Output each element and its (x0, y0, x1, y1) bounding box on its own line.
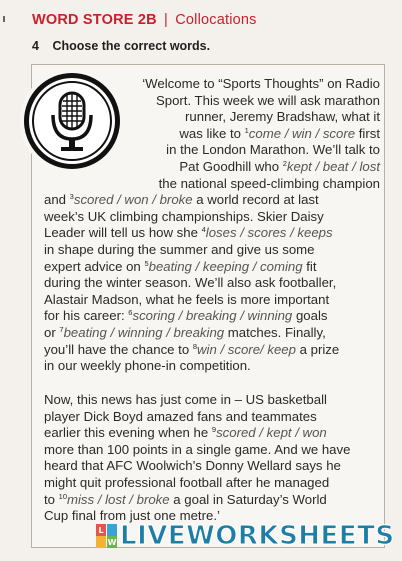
answer-choice-9[interactable]: scored / kept / won (216, 425, 327, 441)
text-line: for his career: $^6$scoring / breaking / winning goals (44, 308, 328, 324)
text-line: in the London Marathon. We’ll talk to (166, 142, 380, 158)
text-line: more than 100 points in a single game. And we have (44, 441, 351, 457)
text-line: to $^{10}$miss / lost / broke a goal in Saturday’s World (44, 491, 327, 507)
question-number: 7 (59, 324, 64, 334)
question-number: 9 (211, 425, 217, 435)
exercise-heading (32, 39, 210, 53)
text-line: and $^3$scored / won / broke a world record at last (44, 192, 319, 208)
text-line: in shape during the summer and give us some (44, 241, 315, 257)
answer-choice-3[interactable]: scored / won / broke (73, 192, 193, 208)
text-line: player Dick Boyd amazed fans and teammates (44, 408, 317, 424)
answer-choice-1[interactable]: come / win / score (248, 125, 356, 141)
liveworksheets-logo-icon: L W (96, 523, 118, 549)
text-line: week’s UK climbing championships. Skier Daisy (44, 208, 324, 224)
text-line: Pat Goodhill who $^2$kept / beat / lost (179, 158, 380, 174)
text-line: in our weekly phone-in competition. (44, 358, 251, 374)
exercise-number: 4 (32, 39, 39, 53)
text-line: expert advice on $^5$beating / keeping / coming fit (44, 258, 317, 274)
text-line: Now, this news has just come in – US basketball (44, 392, 327, 407)
header-separator: | (164, 12, 168, 28)
topic-title: Collocations (175, 12, 257, 28)
paragraph-1 (44, 76, 380, 375)
text-line: Sport. This week we will ask marathon (155, 92, 380, 108)
answer-choice-2[interactable]: kept / beat / lost (286, 158, 380, 174)
liveworksheets-watermark (96, 521, 395, 551)
text-line: Leader will tell us how she $^4$loses / scores / keeps (44, 225, 333, 241)
question-number: 2 (282, 158, 287, 168)
watermark-text: LIVEWORKSHEETS (120, 521, 395, 551)
question-number: 1 (244, 125, 249, 135)
question-number: 6 (128, 308, 133, 318)
question-number: 10 (58, 491, 68, 501)
exercise-instruction: Choose the correct words. (52, 39, 211, 53)
text-line: Cup final from just one metre.’ (44, 508, 220, 524)
text-line: earlier this evening when he $^9$scored / kept / won (44, 425, 327, 441)
word-store-title: WORD STORE 2B (32, 12, 157, 28)
question-number: 5 (144, 258, 149, 268)
question-number: 8 (192, 341, 197, 351)
text-line: ‘Welcome to “Sports Thoughts” on Radio (142, 76, 380, 91)
paragraph-2 (44, 392, 380, 525)
text-line: heard that AFC Woolwich’s Donny Wellard says he (44, 458, 341, 474)
answer-choice-6[interactable]: scoring / breaking / winning (132, 308, 293, 324)
text-line: you’ll have the chance to $^8$win / score/ keep a prize (44, 341, 340, 357)
question-number: 3 (69, 192, 74, 202)
section-header (32, 12, 257, 28)
answer-choice-5[interactable]: beating / keeping / coming (148, 258, 303, 274)
question-number: 4 (201, 225, 206, 235)
answer-choice-8[interactable]: win / score/ keep (197, 341, 296, 357)
answer-choice-10[interactable]: miss / lost / broke (67, 491, 170, 507)
text-line: might quit professional football after he managed (44, 474, 330, 490)
text-line: during the winter season. We’ll also ask footballer, (44, 275, 337, 291)
text-line: Alastair Madson, what he feels is more important (44, 291, 330, 307)
text-line: was like to $^1$come / win / score first (179, 125, 380, 141)
text-line: the national speed-climbing champion (158, 175, 380, 191)
answer-choice-7[interactable]: beating / winning / breaking (63, 324, 225, 340)
text-line: runner, Jeremy Bradshaw, what it (185, 109, 380, 125)
text-line: or $^7$beating / winning / breaking matches. Finally, (44, 324, 326, 340)
margin-mark (3, 16, 5, 22)
answer-choice-4[interactable]: loses / scores / keeps (205, 225, 333, 241)
